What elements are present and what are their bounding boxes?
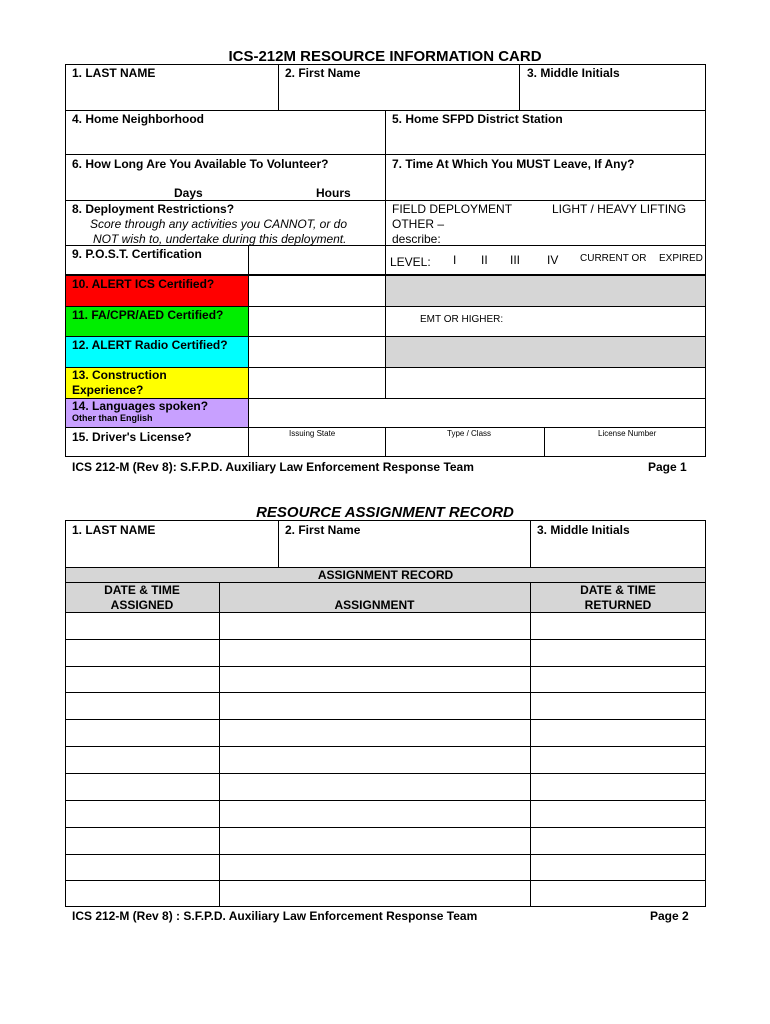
fa-cpr-label: 11. FA/CPR/AED Certified? bbox=[72, 308, 224, 322]
home-station-field[interactable]: 5. Home SFPD District Station bbox=[392, 112, 563, 126]
level-iii-option[interactable]: III bbox=[510, 253, 521, 267]
level-iv-option[interactable]: IV bbox=[547, 253, 559, 267]
alert-radio-label: 12. ALERT Radio Certified? bbox=[72, 338, 228, 352]
languages-sub-label: Other than English bbox=[72, 413, 153, 423]
deployment-note-1: Score through any activities you CANNOT, or do bbox=[90, 217, 348, 231]
record-footer: ICS 212-M (Rev 8) : S.F.P.D. Auxiliary Law Enforcement Response Team bbox=[72, 909, 478, 923]
level-label: LEVEL: bbox=[390, 255, 431, 269]
assignment-grid[interactable] bbox=[65, 612, 706, 907]
col-assigned-2: ASSIGNED bbox=[110, 598, 174, 612]
hours-label: Hours bbox=[316, 186, 351, 200]
middle-initials-field[interactable]: 3. Middle Initials bbox=[527, 66, 620, 80]
card-footer: ICS 212-M (Rev 8): S.F.P.D. Auxiliary Law Enforcement Response Team bbox=[72, 460, 474, 474]
col-returned-2: RETURNED bbox=[584, 598, 652, 612]
page-1-label: Page 1 bbox=[648, 460, 687, 474]
first-name-field[interactable]: 2. First Name bbox=[285, 66, 361, 80]
availability-field[interactable]: 6. How Long Are You Available To Volunteer? bbox=[72, 157, 329, 171]
must-leave-field[interactable]: 7. Time At Which You MUST Leave, If Any? bbox=[392, 157, 635, 171]
current-option[interactable]: CURRENT OR bbox=[580, 253, 647, 264]
license-number-field[interactable]: License Number bbox=[598, 429, 657, 438]
col-returned-1: DATE & TIME bbox=[580, 583, 656, 597]
other-option[interactable]: OTHER – bbox=[392, 217, 445, 231]
record-first-name-field[interactable]: 2. First Name bbox=[285, 523, 361, 537]
emt-label: EMT OR HIGHER: bbox=[420, 314, 504, 325]
level-i-option[interactable]: I bbox=[453, 253, 457, 267]
issuing-state-field[interactable]: Issuing State bbox=[289, 429, 336, 438]
deployment-label: 8. Deployment Restrictions? bbox=[72, 202, 235, 216]
alert-ics-label: 10. ALERT ICS Certified? bbox=[72, 277, 215, 291]
record-last-name-field[interactable]: 1. LAST NAME bbox=[72, 523, 156, 537]
construction-label-1: 13. Construction bbox=[72, 368, 167, 382]
assignment-record-header: ASSIGNMENT RECORD bbox=[317, 568, 454, 582]
field-deployment-option[interactable]: FIELD DEPLOYMENT bbox=[392, 202, 513, 216]
col-assigned-1: DATE & TIME bbox=[104, 583, 180, 597]
light-heavy-lifting-option[interactable]: LIGHT / HEAVY LIFTING bbox=[552, 202, 687, 216]
post-certification-label: 9. P.O.S.T. Certification bbox=[72, 247, 202, 261]
days-label: Days bbox=[174, 186, 203, 200]
card-title: ICS-212M RESOURCE INFORMATION CARD bbox=[228, 48, 542, 65]
record-middle-initials-field[interactable]: 3. Middle Initials bbox=[537, 523, 630, 537]
expired-option[interactable]: EXPIRED bbox=[659, 253, 703, 264]
col-assignment: ASSIGNMENT bbox=[334, 598, 415, 612]
construction-label-2: Experience? bbox=[72, 383, 144, 397]
level-ii-option[interactable]: II bbox=[481, 253, 488, 267]
page-2-label: Page 2 bbox=[650, 909, 689, 923]
drivers-license-label: 15. Driver's License? bbox=[72, 430, 192, 444]
languages-label: 14. Languages spoken? bbox=[72, 399, 209, 413]
home-neighborhood-field[interactable]: 4. Home Neighborhood bbox=[72, 112, 204, 126]
last-name-field[interactable]: 1. LAST NAME bbox=[72, 66, 156, 80]
deployment-note-2: NOT wish to, undertake during this deployment. bbox=[93, 232, 347, 246]
describe-label: describe: bbox=[392, 232, 441, 246]
type-class-field[interactable]: Type / Class bbox=[447, 429, 492, 438]
record-title: RESOURCE ASSIGNMENT RECORD bbox=[256, 504, 514, 521]
